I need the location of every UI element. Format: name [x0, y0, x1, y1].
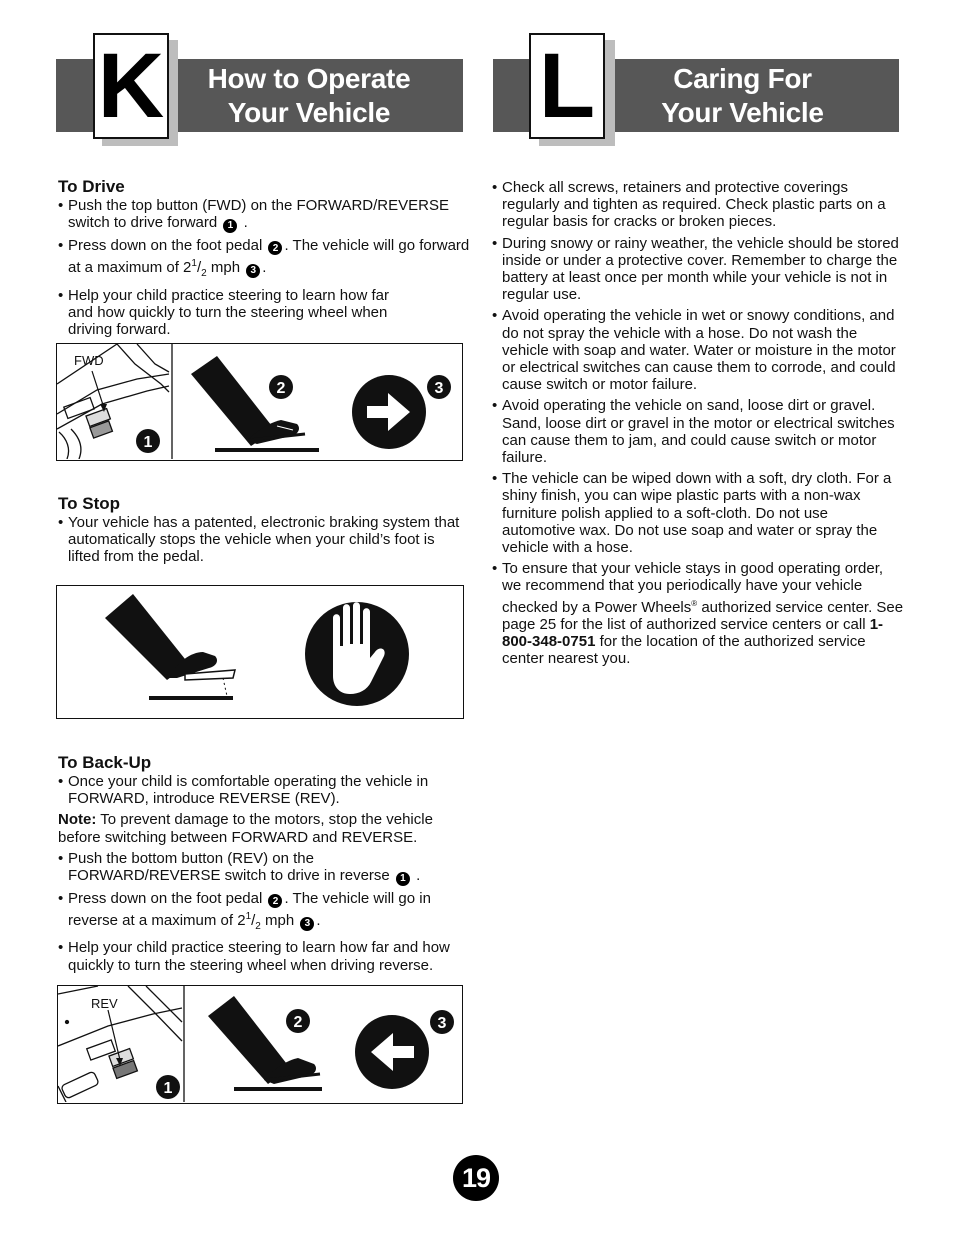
step-1-figure-label: 1: [143, 434, 153, 451]
care-b6-mid: authorized service center. See page 25 for the list of authorized service centers or call: [502, 598, 904, 633]
drive-illustration: [57, 344, 461, 459]
section-k-title: [180, 59, 438, 132]
section-k-letter: K: [93, 33, 169, 139]
backup-b3-end: .: [316, 912, 321, 930]
backup-b2-text: Push the bottom button (REV) on the FORWARD/REVERSE switch to drive in reverse: [68, 849, 390, 885]
to-backup-list-b: [58, 850, 472, 974]
care-b6-pre: To ensure that your vehicle stays in good operating order, we recommend that you periodically have your vehicle checked by a Power Wheels: [502, 560, 884, 616]
foot-pedal-icon: [191, 356, 319, 450]
step-1-badge: 1: [223, 219, 237, 233]
list-item: • Press down on the foot pedal 2 . The vehicle will go in reverse at a maximum of $2^1/_2$ mph 3 .: [58, 890, 463, 936]
step-3-circle-icon: [430, 1010, 454, 1034]
list-item: • Avoid operating the vehicle on sand, loose dirt or gravel. Sand, loose dirt or gravel in the motor or electrical switches can cause them to jam, and could cause switch or motor failure.: [492, 397, 904, 466]
backup-b3-mid: . The vehicle will go in reverse at a maximum of 2: [68, 889, 431, 930]
backup-b3-pre: Press down on the foot pedal: [68, 889, 263, 907]
page-number: 19: [453, 1155, 499, 1201]
list-item: • Help your child practice steering to learn how far and how quickly to turn the steering wheel when driving forward.: [58, 287, 413, 339]
drive-b2-pre: Press down on the foot pedal: [68, 236, 263, 254]
list-item: [58, 850, 448, 886]
fraction-numerator: 1: [245, 911, 252, 923]
note-label: Note:: [58, 811, 97, 829]
to-stop-heading: To Stop: [58, 494, 120, 513]
step-3-badge: 3: [246, 264, 260, 278]
step-1-circle-icon: [156, 1075, 180, 1099]
fwd-label: FWD: [74, 353, 104, 368]
fraction-denominator: 2: [201, 268, 207, 280]
step-2-badge: 2: [268, 894, 282, 908]
backup-figure: [57, 985, 463, 1104]
backup-b2-end: .: [416, 867, 421, 885]
list-item: • Once your child is comfortable operating the vehicle in FORWARD, introduce REVERSE (REV).: [58, 773, 458, 807]
note-text: To prevent damage to the motors, stop the vehicle before switching between FORWARD and REVERSE.: [58, 811, 433, 846]
drive-b2-mid: . The vehicle will go forward at a maximum of 2: [68, 236, 470, 277]
to-drive-section: [58, 177, 470, 342]
step-3-figure-label: 3: [434, 380, 444, 397]
to-drive-list: [58, 197, 470, 338]
step-2-circle-icon: [269, 375, 293, 399]
list-item: • Help your child practice steering to learn how far and how quickly to turn the steering wheel when driving reverse.: [58, 939, 472, 973]
reverse-arrow-icon: [355, 1015, 429, 1089]
stop-hand-icon: [305, 602, 409, 706]
step-1-circle-icon: [136, 429, 160, 453]
step-1-badge: 1: [396, 872, 410, 886]
list-item: • During snowy or rainy weather, the vehicle should be stored inside or under a protective cover. Remember to charge the battery at least once per month while your vehicle is not in regular use.: [492, 235, 904, 304]
backup-note: [58, 811, 458, 845]
section-l-title: [615, 59, 870, 132]
section-l-title-line2: Your Vehicle: [661, 96, 824, 128]
list-item: [58, 197, 470, 233]
to-backup-list-a: [58, 773, 472, 807]
list-item: • Check all screws, retainers and protective coverings regularly and tighten as required. Check plastic parts on a regular basis for cracks or broken pieces.: [492, 179, 904, 231]
backup-illustration: [58, 986, 461, 1102]
step-3-circle-icon: [427, 375, 451, 399]
step-2-figure-label: 2: [293, 1014, 303, 1031]
fraction-denominator: 2: [255, 921, 261, 933]
to-backup-heading: To Back-Up: [58, 753, 152, 772]
stop-illustration: [57, 586, 462, 717]
list-item: • Press down on the foot pedal 2 . The vehicle will go forward at a maximum of $2^1/_2$ mph 3 .: [58, 237, 470, 283]
rev-label: REV: [91, 996, 118, 1011]
drive-figure: [56, 343, 463, 461]
drive-b2-end: .: [262, 259, 267, 277]
list-item: [492, 560, 904, 667]
section-l-title-line1: Caring For: [673, 62, 812, 94]
registered-mark: ®: [691, 598, 698, 608]
step-2-circle-icon: [286, 1009, 310, 1033]
service-phone-number: 1-800-348-0751: [502, 615, 884, 651]
to-backup-section: [58, 753, 472, 978]
drive-b1-end: .: [243, 214, 248, 232]
step-3-figure-label: 3: [437, 1015, 447, 1032]
stop-figure: [56, 585, 464, 719]
section-l-letter: L: [529, 33, 605, 139]
section-k-title-line1: How to Operate: [207, 62, 411, 94]
to-drive-heading: To Drive: [58, 177, 125, 196]
step-1-figure-label: 1: [163, 1080, 173, 1097]
care-section: [492, 179, 904, 671]
drive-b2-post: mph: [206, 259, 241, 277]
to-stop-section: [58, 494, 470, 570]
fraction-numerator: 1: [191, 258, 197, 270]
drive-b1-text: Push the top button (FWD) on the FORWARD/REVERSE switch to drive forward: [68, 197, 449, 232]
step-3-badge: 3: [300, 917, 314, 931]
foot-pedal-icon: [208, 996, 322, 1089]
step-2-badge: 2: [268, 241, 282, 255]
forward-arrow-icon: [352, 375, 426, 449]
section-k-title-line2: Your Vehicle: [227, 96, 391, 128]
care-list: [492, 179, 904, 667]
care-b6-post: for the location of the authorized service center nearest you.: [502, 633, 866, 668]
fwd-pointer: [92, 371, 104, 408]
list-item: • The vehicle can be wiped down with a soft, dry cloth. For a shiny finish, you can wipe plastic parts with a non-wax furniture polish applied to a soft-cloth. Do not use automotive wax. Do not use soap and water or spray the vehicle with a hose.: [492, 470, 904, 556]
list-item: • Avoid operating the vehicle in wet or snowy conditions, and do not spray the vehicle with a hose. Do not wash the vehicle with soap and water. Water or moisture in the motor or electrical switches can cause them to corrode, and could cause switch or motor failure.: [492, 307, 904, 393]
foot-pedal-icon: [105, 594, 235, 698]
step-2-figure-label: 2: [276, 380, 286, 397]
backup-b3-post: mph: [260, 912, 295, 930]
list-item: • Your vehicle has a patented, electronic braking system that automatically stops the vehicle when your child’s foot is lifted from the pedal.: [58, 514, 470, 566]
to-stop-list: [58, 514, 470, 566]
